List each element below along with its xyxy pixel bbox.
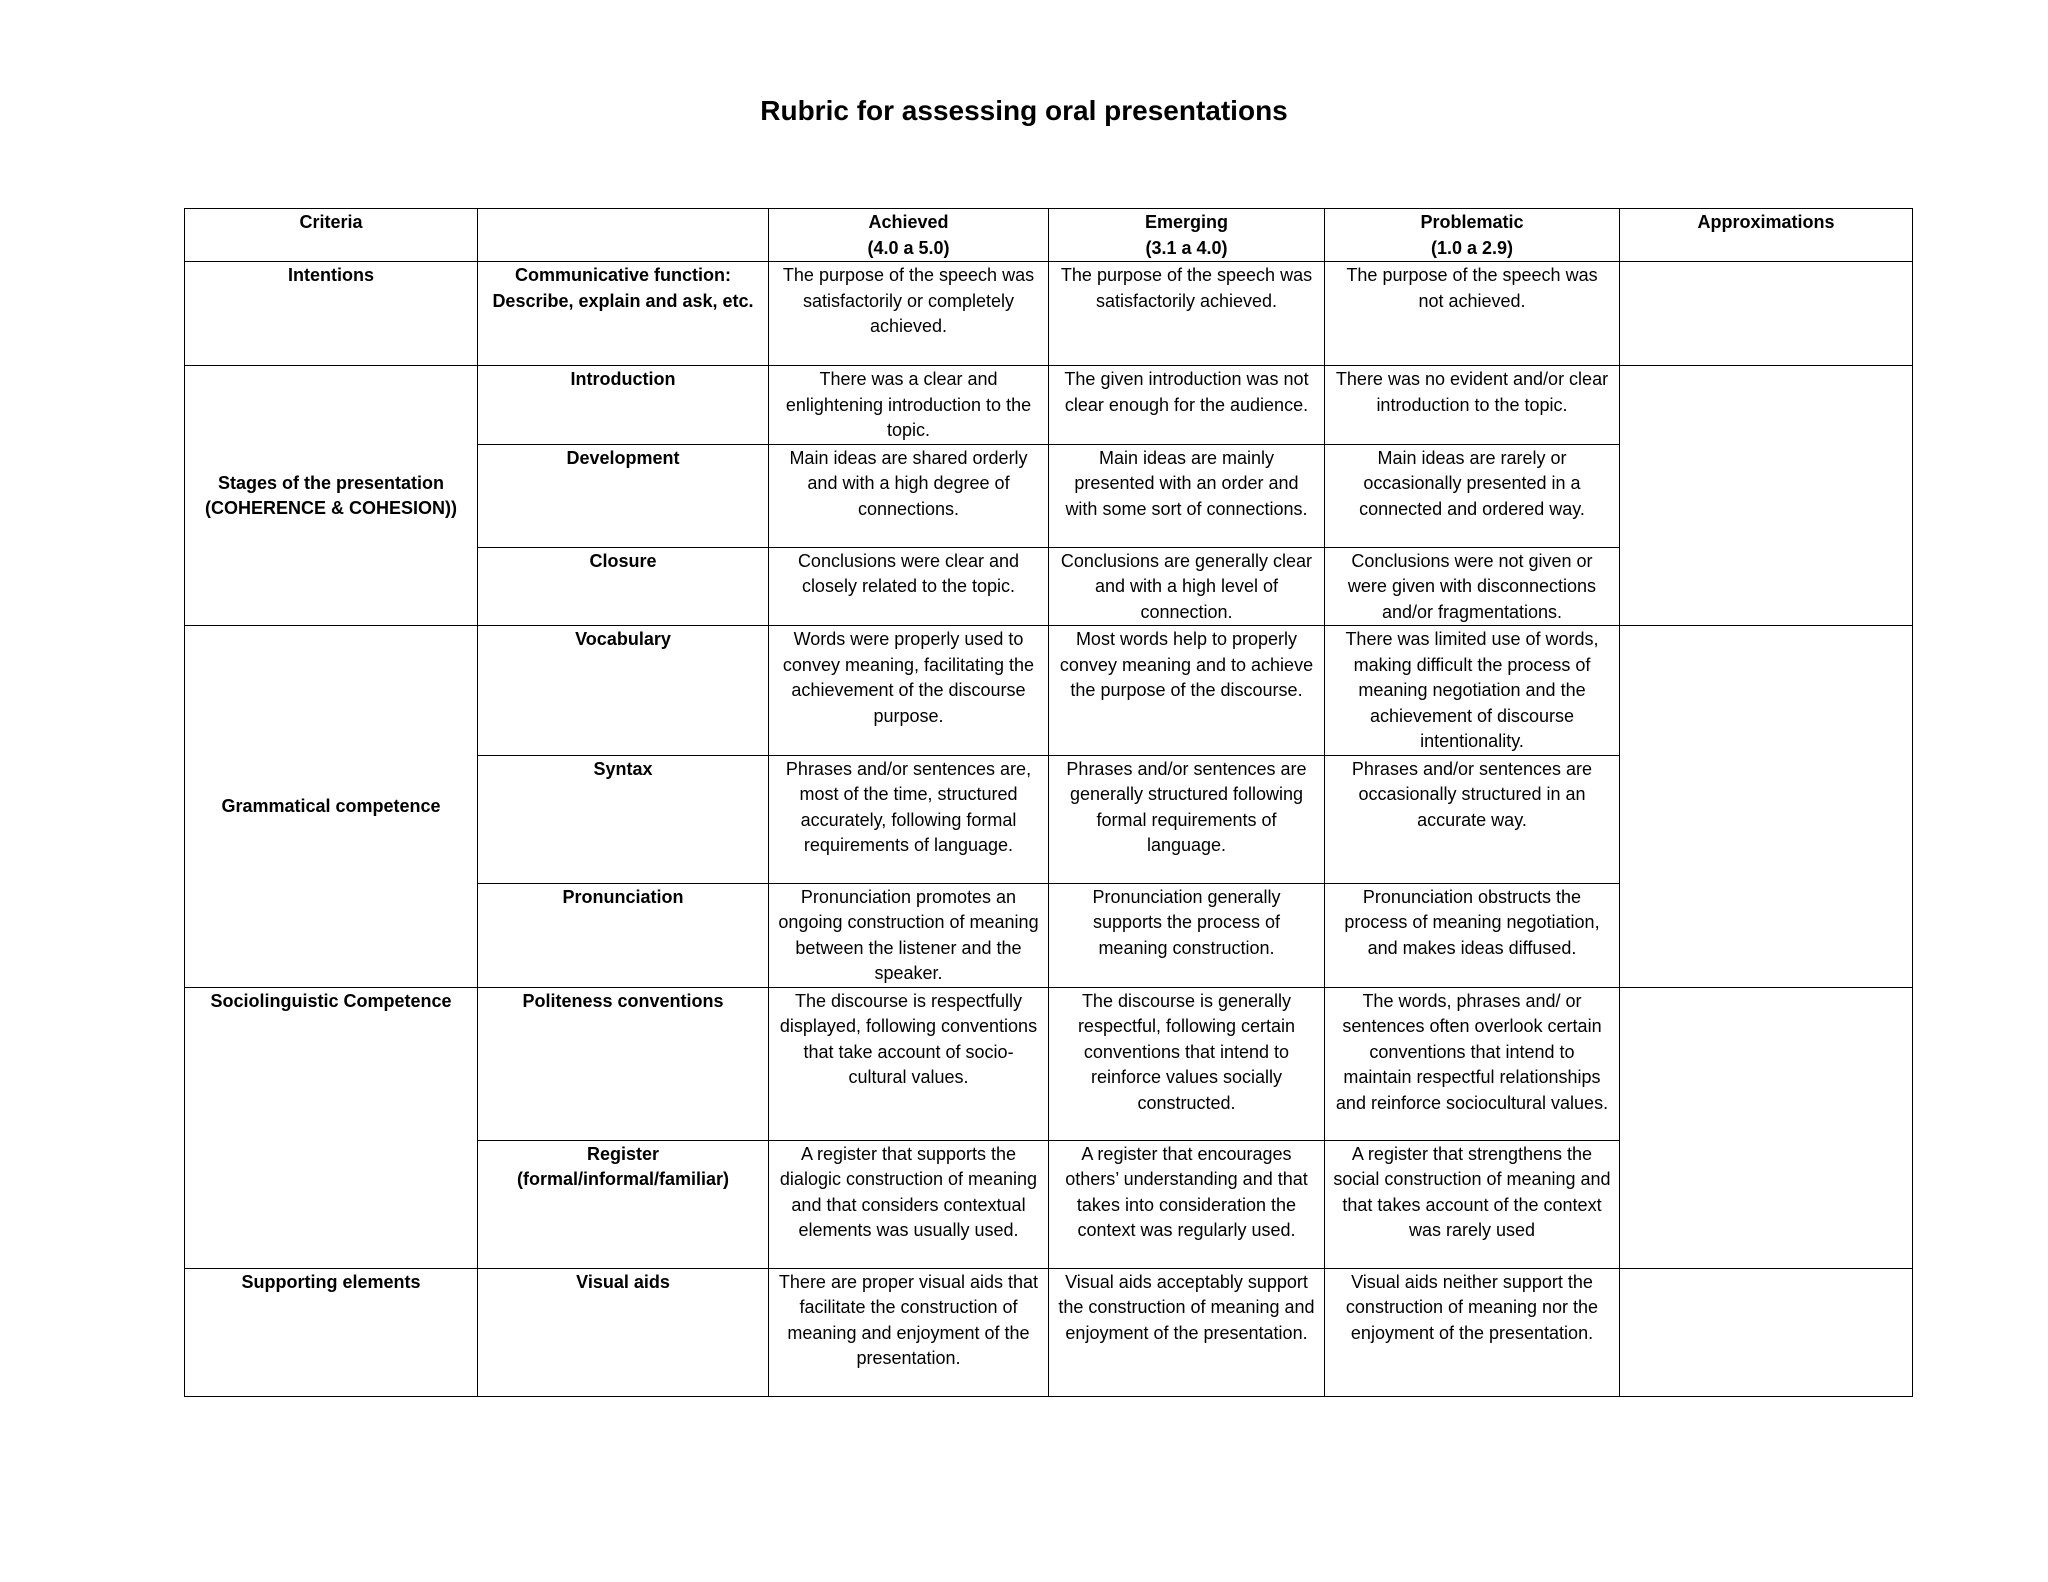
descriptor-problematic: There was limited use of words, making difficult the process of meaning negotiation and the achievement of discourse intentionality. [1325,626,1620,756]
descriptor-achieved: Words were properly used to convey meaning, facilitating the achievement of the discourse purpose. [769,626,1049,756]
descriptor-problematic: The words, phrases and/ or sentences often overlook certain conventions that intend to maintain respectful relationships and reinforce sociocultural values. [1325,987,1620,1140]
approximations-cell [1620,987,1913,1268]
subcriterion-introduction: Introduction [478,366,769,445]
descriptor-achieved: Conclusions were clear and closely related to the topic. [769,547,1049,626]
header-row [185,209,1913,262]
header-problematic-label: Problematic [1420,212,1524,232]
header-emerging [1049,209,1325,262]
table-row [185,262,1913,366]
descriptor-problematic: Main ideas are rarely or occasionally presented in a connected and ordered way. [1325,444,1620,547]
subcriterion-detail: (formal/informal/familiar) [516,1169,730,1189]
descriptor-problematic: There was no evident and/or clear introduction to the topic. [1325,366,1620,445]
header-achieved [769,209,1049,262]
descriptor-achieved: Phrases and/or sentences are, most of the time, structured accurately, following formal requirements of language. [769,755,1049,883]
criterion-grammatical: Grammatical competence [185,626,478,988]
subcriterion-vocabulary: Vocabulary [478,626,769,756]
subcriterion-syntax: Syntax [478,755,769,883]
approximations-cell [1620,366,1913,626]
criterion-stages-detail: (COHERENCE & COHESION)) [204,498,457,518]
subcriterion-closure: Closure [478,547,769,626]
subcriterion-label: Communicative function: [514,265,731,285]
header-emerging-label: Emerging [1144,212,1228,232]
subcriterion-politeness: Politeness conventions [478,987,769,1140]
descriptor-achieved: The discourse is respectfully displayed, following conventions that take account of socio-cultural values. [769,987,1049,1140]
subcriterion-register [478,1140,769,1268]
subcriterion-communicative-function [478,262,769,366]
descriptor-problematic: Conclusions were not given or were given with disconnections and/or fragmentations. [1325,547,1620,626]
approximations-cell [1620,1268,1913,1396]
descriptor-achieved: There was a clear and enlightening introduction to the topic. [769,366,1049,445]
descriptor-problematic: Phrases and/or sentences are occasionally structured in an accurate way. [1325,755,1620,883]
descriptor-emerging: The discourse is generally respectful, following certain conventions that intend to reinforce values socially constructed. [1049,987,1325,1140]
criterion-intentions: Intentions [185,262,478,366]
descriptor-achieved: There are proper visual aids that facilitate the construction of meaning and enjoyment of the presentation. [769,1268,1049,1396]
descriptor-emerging: A register that encourages others’ understanding and that takes into consideration the context was regularly used. [1049,1140,1325,1268]
descriptor-emerging: Main ideas are mainly presented with an order and with some sort of connections. [1049,444,1325,547]
criterion-stages [185,366,478,626]
header-problematic-range: (1.0 a 2.9) [1430,237,1514,258]
approximations-cell [1620,626,1913,988]
subcriterion-development: Development [478,444,769,547]
table-row [185,626,1913,756]
descriptor-achieved: The purpose of the speech was satisfactorily or completely achieved. [769,262,1049,366]
rubric-table [184,208,1913,1397]
header-achieved-range: (4.0 a 5.0) [867,237,950,258]
header-approximations: Approximations [1620,209,1913,262]
document-title: Rubric for assessing oral presentations [760,95,1288,126]
approximations-cell [1620,262,1913,366]
descriptor-emerging: Visual aids acceptably support the construction of meaning and enjoyment of the presentation. [1049,1268,1325,1396]
subcriterion-detail: Describe, explain and ask, etc. [492,290,754,311]
descriptor-emerging: Phrases and/or sentences are generally structured following formal requirements of language. [1049,755,1325,883]
descriptor-problematic: A register that strengthens the social construction of meaning and that takes account of the context was rarely used [1325,1140,1620,1268]
descriptor-problematic: Visual aids neither support the construction of meaning nor the enjoyment of the presentation. [1325,1268,1620,1396]
header-subcriteria [478,209,769,262]
header-problematic [1325,209,1620,262]
criterion-sociolinguistic: Sociolinguistic Competence [185,987,478,1268]
criterion-supporting: Supporting elements [185,1268,478,1396]
descriptor-emerging: Most words help to properly convey meaning and to achieve the purpose of the discourse. [1049,626,1325,756]
header-emerging-range: (3.1 a 4.0) [1145,237,1228,258]
subcriterion-visual-aids: Visual aids [478,1268,769,1396]
subcriterion-pronunciation: Pronunciation [478,883,769,987]
descriptor-problematic: The purpose of the speech was not achieved. [1325,262,1620,366]
table-row [185,366,1913,445]
descriptor-emerging: The given introduction was not clear enough for the audience. [1049,366,1325,445]
descriptor-emerging: Pronunciation generally supports the process of meaning construction. [1049,883,1325,987]
table-row [185,987,1913,1140]
descriptor-emerging: The purpose of the speech was satisfactorily achieved. [1049,262,1325,366]
subcriterion-label: Register [586,1143,660,1164]
header-achieved-label: Achieved [868,212,949,232]
descriptor-emerging: Conclusions are generally clear and with a high level of connection. [1049,547,1325,626]
table-row [185,1268,1913,1396]
criterion-stages-label: Stages of the presentation [217,472,445,493]
descriptor-achieved: A register that supports the dialogic construction of meaning and that considers contextual elements was usually used. [769,1140,1049,1268]
descriptor-achieved: Main ideas are shared orderly and with a high degree of connections. [769,444,1049,547]
header-criteria: Criteria [185,209,478,262]
descriptor-achieved: Pronunciation promotes an ongoing construction of meaning between the listener and the speaker. [769,883,1049,987]
descriptor-problematic: Pronunciation obstructs the process of meaning negotiation, and makes ideas diffused. [1325,883,1620,987]
